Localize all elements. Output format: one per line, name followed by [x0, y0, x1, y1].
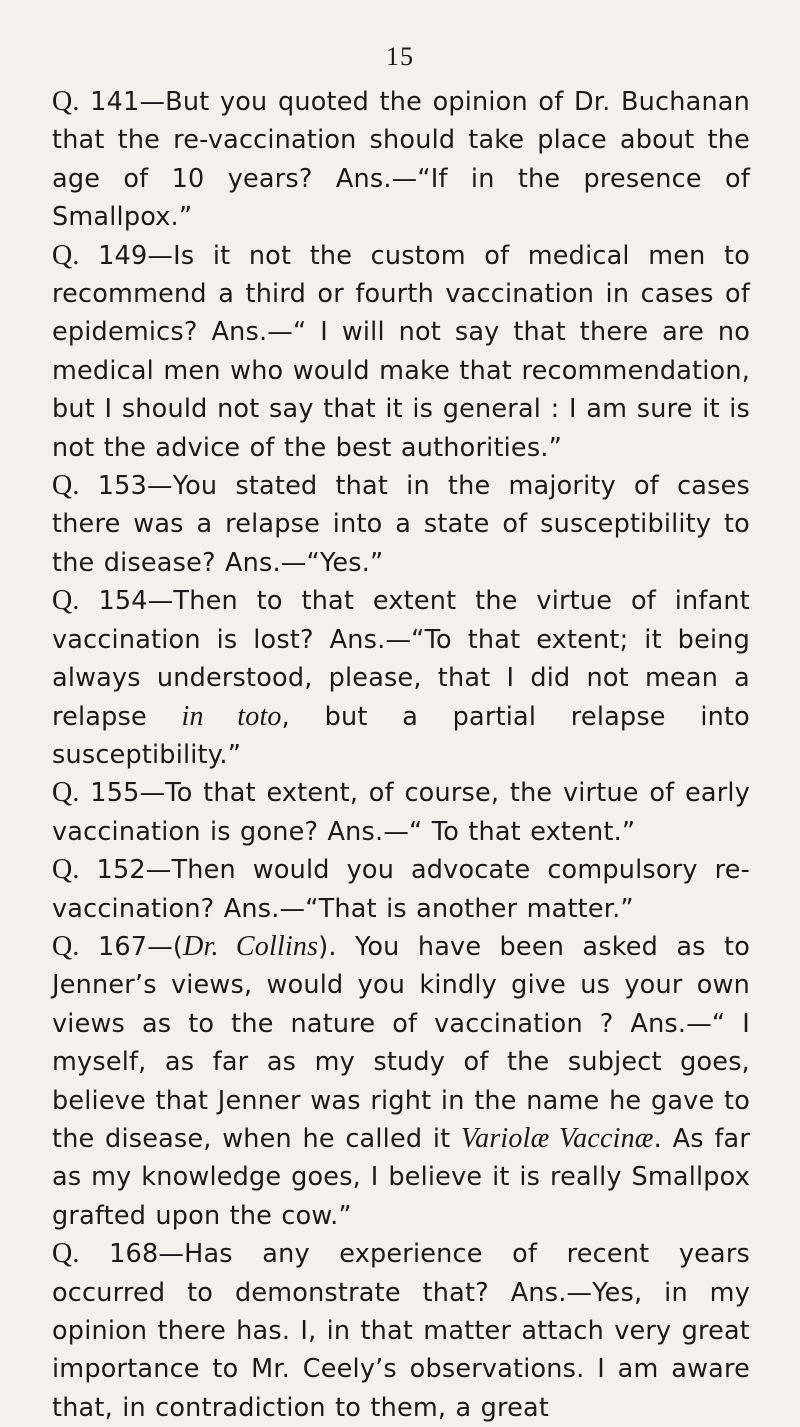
question-label: Q. — [52, 470, 80, 502]
paragraph-text: 153—You stated that in the majority of cases there was a relapse into a state of susceptibility to the disease? Ans.—“Yes.” — [52, 471, 750, 578]
document-body — [52, 83, 750, 1427]
paragraph-q141 — [52, 83, 750, 237]
question-label: Q. — [52, 854, 80, 886]
question-label: Q. — [52, 239, 80, 271]
paragraph-text: 152—Then would you advocate compulsory re-vaccination? Ans.—“That is another matter.” — [52, 855, 750, 924]
italic-phrase: Dr. Collins — [183, 930, 319, 962]
paragraph-text: 167—( — [79, 931, 184, 962]
paragraph-q153 — [52, 467, 750, 582]
paragraph-q152 — [52, 851, 750, 928]
question-label: Q. — [52, 86, 80, 117]
question-label: Q. — [52, 930, 80, 962]
paragraph-text: 141—But you quoted the opinion of Dr. Buchanan that the re-vaccination should take place about the age of 10 years? Ans.—“If in the presence of Smallpox.” — [52, 87, 750, 233]
paragraph-q167 — [52, 928, 750, 1235]
paragraph-q149 — [52, 237, 750, 467]
question-label: Q. — [52, 777, 80, 809]
paragraph-text: 154—Then to that extent the virtue of infant vaccination is lost? Ans.—“To that extent; it being always understood, please, that I did not mean a relapse — [52, 586, 750, 732]
italic-phrase: in toto — [181, 700, 282, 732]
italic-phrase: Variolæ Vaccinæ — [460, 1122, 654, 1154]
question-label: Q. — [52, 1238, 80, 1270]
question-label: Q. — [52, 585, 80, 617]
paragraph-text: . As far as my knowledge goes, I believe it is really Smallpox grafted upon the cow.” — [52, 1123, 751, 1231]
page-number: 15 — [386, 42, 414, 71]
paragraph-q154 — [52, 582, 750, 774]
paragraph-text: 149—Is it not the custom of medical men to recommend a third or fourth vaccination in cases of epidemics? Ans.—“ I will not say that there are no medical men who would make that recommendation, but I should not say that it is general : I am sure it is not the advice of the best authorities.” — [52, 240, 750, 463]
paragraph-q155 — [52, 774, 750, 851]
paragraph-text: , but a partial relapse into susceptibility.” — [52, 701, 750, 770]
paragraph-text: 155—To that extent, of course, the virtue of early vaccination is gone? Ans.—“ To that extent.” — [52, 778, 750, 847]
paragraph-text: 168—Has any experience of recent years occurred to demonstrate that? Ans.—Yes, in my opinion there has. I, in that matter attach very great importance to Mr. Ceely’s observations. I am aware that, in contradiction to them, a great — [52, 1239, 750, 1423]
paragraph-q168 — [52, 1235, 750, 1427]
paragraph-text: ). You have been asked as to Jenner’s views, would you kindly give us your own views as to the nature of vaccination ? Ans.—“ I myself, as far as my study of the subject goes, believe that Jenner was right in the name he gave to the disease, when he called it — [52, 931, 750, 1154]
